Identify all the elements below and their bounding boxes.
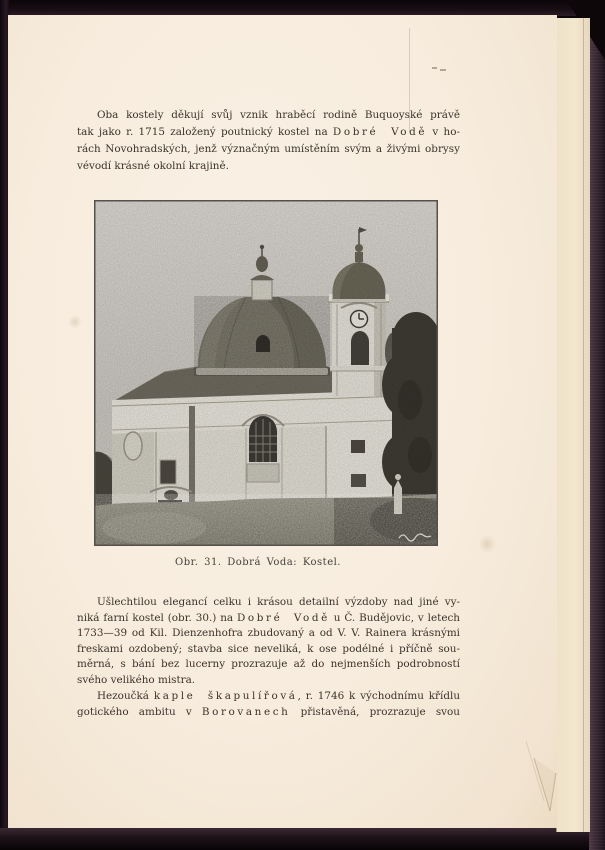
paragraph-dobra-voda [77, 595, 460, 689]
text-segment: měrná, s bání bez lucerny prozrazuje až do nejmenších podrobností [77, 658, 460, 671]
text-line [77, 107, 460, 124]
letterspaced-name: Dobré Vodě [332, 126, 428, 138]
text-segment: svého velikého mistra. [77, 673, 196, 686]
letterspaced-name: Dobré Vodě [236, 611, 330, 624]
page-edge-line [583, 18, 584, 832]
letterspaced-name: kaple škapulířová [153, 690, 298, 702]
text-line [77, 673, 460, 689]
book-page [8, 15, 557, 828]
text-line [77, 657, 460, 673]
book-cover-right-edge [589, 0, 605, 850]
church-photo-illustration [94, 200, 438, 546]
underlying-page-edge [556, 18, 590, 832]
text-segment: tak jako r. 1715 založený poutnický kostel na [77, 126, 333, 138]
text-line [77, 689, 460, 705]
text-line [77, 611, 460, 627]
text-segment: přistavěná, prozrazuje svou [290, 705, 460, 718]
text-segment: rách Novohradských, jenž význačným umístěním svým a živými obrysy [77, 143, 460, 155]
text-line [77, 595, 460, 611]
paragraph-borovany [77, 689, 460, 720]
text-segment: Oba kostely děkují svůj vznik hraběcí rodině Buquoyské právě [97, 109, 460, 121]
text-segment: gotického ambitu v [77, 705, 202, 718]
text-segment: niká farní kostel (obr. 30.) na [77, 611, 237, 624]
text-segment: v ho- [427, 126, 461, 138]
book-cover-top-edge [0, 0, 605, 16]
text-segment: Hezoučká [97, 690, 154, 702]
text-segment: Ušlechtilou elegancí celku i krásou detailní výzdoby nad jiné vy- [97, 596, 460, 608]
foxing-spot [68, 315, 82, 329]
letterspaced-name: Borovanech [201, 705, 291, 718]
paper-speck [432, 67, 437, 69]
figure-caption: Obr. 31. Dobrá Voda: Kostel. [175, 557, 341, 568]
book-cover-bottom-edge [0, 828, 605, 850]
page-fold-marks [506, 733, 557, 828]
photo-grain [94, 200, 438, 546]
text-segment: u Č. Budějovic, v letech [329, 611, 460, 624]
paper-speck [440, 69, 446, 71]
foxing-spot [478, 535, 496, 553]
paragraph-intro [77, 107, 460, 175]
text-line [77, 158, 460, 175]
text-segment: 1733—39 od Kil. Dienzenhofra zbudovaný a od V. V. Rainera krásnými [77, 627, 460, 640]
text-line [77, 141, 460, 158]
text-line [77, 124, 460, 141]
text-segment: , r. 1746 k východnímu křídlu [297, 690, 461, 702]
text-segment: freskami ozdobený; stavba sice neveliká, k ose podélné i příčně sou- [77, 642, 460, 655]
text-line [77, 705, 460, 721]
text-segment: vévodí krásné okolní krajině. [77, 160, 229, 172]
text-line [77, 642, 460, 658]
figure-photo [94, 200, 438, 546]
text-line [77, 626, 460, 642]
